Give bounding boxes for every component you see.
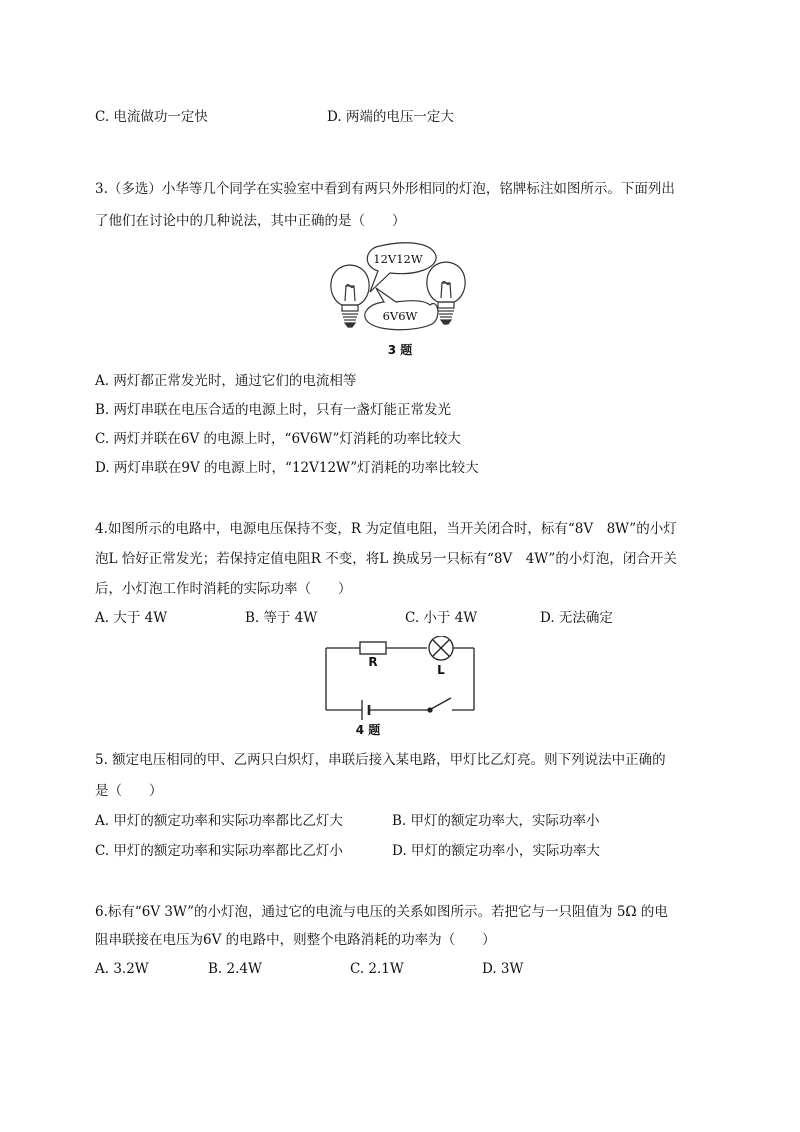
q5-stem-line-1: 5. 额定电压相同的甲、乙两只白炽灯，串联后接入某电路，甲灯比乙灯亮。则下列说法中正确的 xyxy=(95,752,666,768)
q4-option-a: A. 大于 4W xyxy=(95,610,168,626)
q4-figure-caption: 4 题 xyxy=(355,723,381,737)
q3-label-bottom: 6V6W xyxy=(382,309,418,323)
q5-option-a: A. 甲灯的额定功率和实际功率都比乙灯大 xyxy=(95,813,343,829)
q6-option-a: A. 3.2W xyxy=(95,961,149,977)
switch-icon xyxy=(428,698,451,712)
q3-option-b: B. 两灯串联在电压合适的电源上时，只有一盏灯能正常发光 xyxy=(95,402,452,418)
left-bulb-icon xyxy=(331,265,369,327)
q2-option-d: D. 两端的电压一定大 xyxy=(327,109,454,125)
q3-option-c: C. 两灯并联在6V 的电源上时，“6V6W”灯消耗的功率比较大 xyxy=(95,431,461,447)
q6-stem-line-2: 阻串联接在电压为6V 的电路中，则整个电路消耗的功率为（ ） xyxy=(95,932,496,948)
battery-icon xyxy=(362,700,369,720)
q3-stem-line-1: 3.（多选）小华等几个同学在实验室中看到有两只外形相同的灯泡，铭牌标注如图所示。下面列出 xyxy=(95,181,675,197)
q4-stem-line-1: 4.如图所示的电路中，电源电压保持不变，R 为定值电阻，当开关闭合时，标有“8V 8W”的小灯 xyxy=(95,521,677,537)
q5-option-b: B. 甲灯的额定功率大，实际功率小 xyxy=(392,813,600,829)
q4-stem-line-2: 泡L 恰好正常发光；若保持定值电阻R 不变，将L 换成另一只标有“8V 4W”的小灯泡，闭合开关 xyxy=(95,551,677,567)
q4-circuit-figure xyxy=(320,636,480,738)
q3-label-top: 12V12W xyxy=(373,252,423,266)
q4-label-l: L xyxy=(437,663,445,677)
lamp-l-icon xyxy=(429,636,453,660)
q4-option-d: D. 无法确定 xyxy=(540,610,613,626)
q6-option-d: D. 3W xyxy=(482,961,524,977)
q3-bulbs-figure xyxy=(320,238,480,362)
q3-option-a: A. 两灯都正常发光时，通过它们的电流相等 xyxy=(95,373,357,389)
q5-option-c: C. 甲灯的额定功率和实际功率都比乙灯小 xyxy=(95,843,343,859)
q5-option-d: D. 甲灯的额定功率小，实际功率大 xyxy=(392,843,600,859)
q4-option-b: B. 等于 4W xyxy=(245,610,318,626)
q4-stem-line-3: 后，小灯泡工作时消耗的实际功率（ ） xyxy=(95,581,352,597)
q3-figure-caption: 3 题 xyxy=(387,343,413,357)
top-label-bubble xyxy=(367,243,436,292)
q3-option-d: D. 两灯串联在9V 的电源上时，“12V12W”灯消耗的功率比较大 xyxy=(95,460,479,476)
resistor-r xyxy=(360,642,386,654)
q6-stem-line-1: 6.标有“6V 3W”的小灯泡，通过它的电流与电压的关系如图所示。若把它与一只阻值为 5Ω 的电 xyxy=(95,904,668,920)
q6-option-b: B. 2.4W xyxy=(208,961,262,977)
q4-label-r: R xyxy=(368,655,378,669)
q3-stem-line-2: 了他们在讨论中的几种说法，其中正确的是（ ） xyxy=(95,213,406,229)
q6-option-c: C. 2.1W xyxy=(350,961,404,977)
q5-stem-line-2: 是（ ） xyxy=(95,783,163,799)
q4-option-c: C. 小于 4W xyxy=(405,610,478,626)
q2-option-c: C. 电流做功一定快 xyxy=(95,109,208,125)
